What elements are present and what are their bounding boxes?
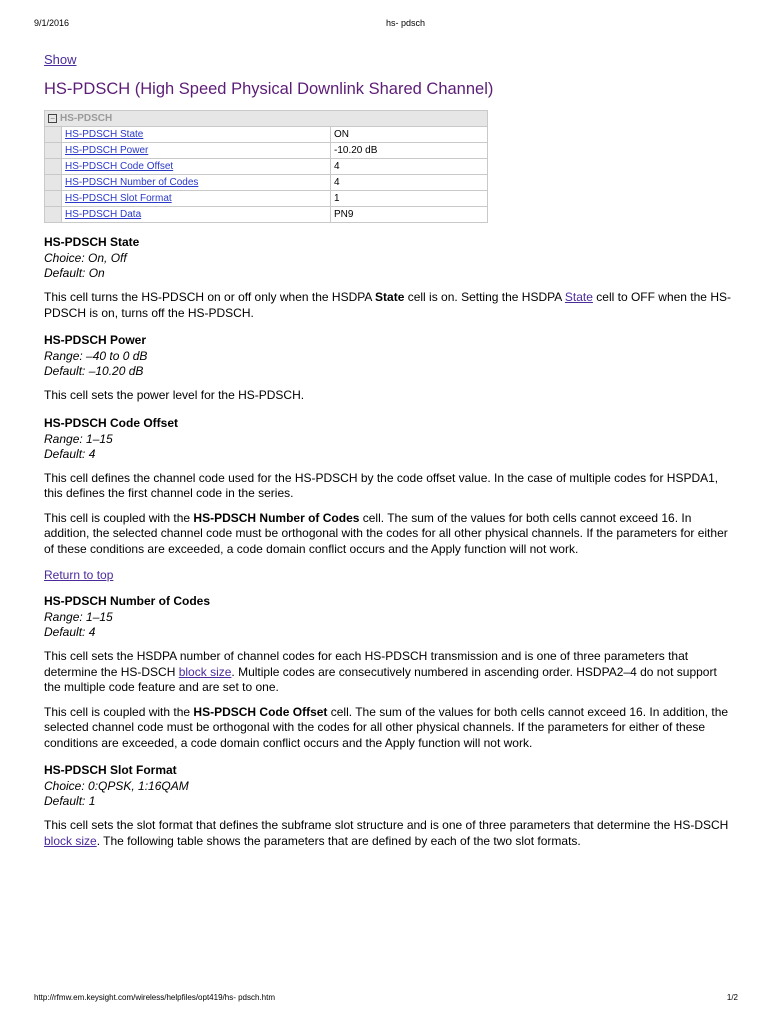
grid-row-name[interactable]: HS-PDSCH State xyxy=(65,129,144,140)
code-offset-coupling: This cell is coupled with the HS-PDSCH Number of Codes cell. The sum of the values for both cells cannot exceed 16. In addition, the selected channel code must be orthogonal with the codes for all other physical channels. If the parameters for either of these conditions are exceeded, a code domain conflict occurs and the Apply function will not work. xyxy=(44,510,728,556)
grid-row-name[interactable]: HS-PDSCH Power xyxy=(65,145,149,156)
power-heading: HS-PDSCH Power xyxy=(44,333,147,347)
state-link[interactable]: State xyxy=(564,290,593,304)
slot-format-default: Default: 1 xyxy=(44,794,96,808)
grid-header xyxy=(45,111,488,127)
grid-row xyxy=(45,207,488,223)
slot-format-choice: Choice: 0:QPSK, 1:16QAM xyxy=(44,779,189,793)
grid-row-name[interactable]: HS-PDSCH Slot Format xyxy=(65,193,172,204)
document-body xyxy=(44,52,734,849)
state-choice: Choice: On, Off xyxy=(44,251,127,265)
slot-format-heading: HS-PDSCH Slot Format xyxy=(44,763,177,777)
power-description: This cell sets the power level for the HS-PDSCH. xyxy=(44,388,305,402)
grid-row-value[interactable]: 1 xyxy=(331,191,488,207)
grid-row-name[interactable]: HS-PDSCH Number of Codes xyxy=(65,177,199,188)
grid-row-name[interactable]: HS-PDSCH Code Offset xyxy=(65,161,174,172)
print-url: http://rfmw.em.keysight.com/wireless/helpfiles/opt419/hs- pdsch.htm xyxy=(34,993,275,1002)
grid-row-value[interactable]: 4 xyxy=(331,175,488,191)
collapse-icon[interactable]: − xyxy=(48,114,57,123)
grid-row xyxy=(45,127,488,143)
code-offset-default: Default: 4 xyxy=(44,446,96,461)
grid-row-value[interactable]: -10.20 dB xyxy=(331,143,488,159)
code-offset-heading: HS-PDSCH Code Offset xyxy=(44,415,179,430)
num-codes-heading: HS-PDSCH Number of Codes xyxy=(44,594,211,608)
num-codes-default: Default: 4 xyxy=(44,625,96,639)
page-number: 1/2 xyxy=(726,993,738,1002)
block-size-link[interactable]: block size xyxy=(44,833,97,848)
grid-row-value[interactable]: 4 xyxy=(331,159,488,175)
state-default: Default: On xyxy=(44,266,105,280)
print-title: hs- pdsch xyxy=(386,18,426,28)
code-offset-description: This cell defines the channel code used for the HS-PDSCH by the code offset value. In the case of multiple codes for HSPDA1, this defines the first channel code in the series. xyxy=(44,470,719,500)
num-codes-description: This cell sets the HSDPA number of channel codes for each HS-PDSCH transmission and is one of three parameters that determine the HS-DSCH block size. Multiple codes are consecutively numbered in ascending order. HSDPA2–4 do not support the multiple code feature and are set to one. xyxy=(44,649,717,694)
num-codes-coupling: This cell is coupled with the HS-PDSCH Code Offset cell. The sum of the values for both cells cannot exceed 16. In addition, the selected channel code must be orthogonal with the codes for all other physical channels. If the parameters for either of these conditions are exceeded, a code domain conflict occurs and the Apply function will not work. xyxy=(44,704,729,750)
grid-row-value[interactable]: ON xyxy=(331,127,488,143)
state-heading: HS-PDSCH State xyxy=(44,235,140,249)
power-range: Range: –40 to 0 dB xyxy=(44,349,148,363)
grid-row xyxy=(45,143,488,159)
slot-format-description: This cell sets the slot format that defines the subframe slot structure and is one of three parameters that determine the HS-DSCH block size. The following table shows the parameters that are defined by each of the two slot formats. xyxy=(44,818,729,848)
return-to-top-link[interactable]: Return to top xyxy=(44,568,114,582)
code-offset-range: Range: 1–15 xyxy=(44,431,113,446)
show-link[interactable]: Show xyxy=(44,52,77,67)
grid-row xyxy=(45,175,488,191)
print-date: 9/1/2016 xyxy=(34,18,70,28)
state-description: This cell turns the HS-PDSCH on or off only when the HSDPA State cell is on. Setting the HSDPA State cell to OFF when the HS-PDSCH is on, turns off the HS-PDSCH. xyxy=(44,290,731,320)
grid-row xyxy=(45,191,488,207)
num-codes-range: Range: 1–15 xyxy=(44,610,113,624)
page-title: HS-PDSCH (High Speed Physical Downlink Shared Channel) xyxy=(44,80,494,98)
block-size-link[interactable]: block size xyxy=(178,664,232,679)
grid-row xyxy=(45,159,488,175)
parameter-grid xyxy=(44,110,488,223)
grid-row-name[interactable]: HS-PDSCH Data xyxy=(65,209,142,220)
grid-row-value[interactable]: PN9 xyxy=(331,207,488,223)
power-default: Default: –10.20 dB xyxy=(44,364,144,378)
grid-title: HS-PDSCH xyxy=(60,113,113,124)
